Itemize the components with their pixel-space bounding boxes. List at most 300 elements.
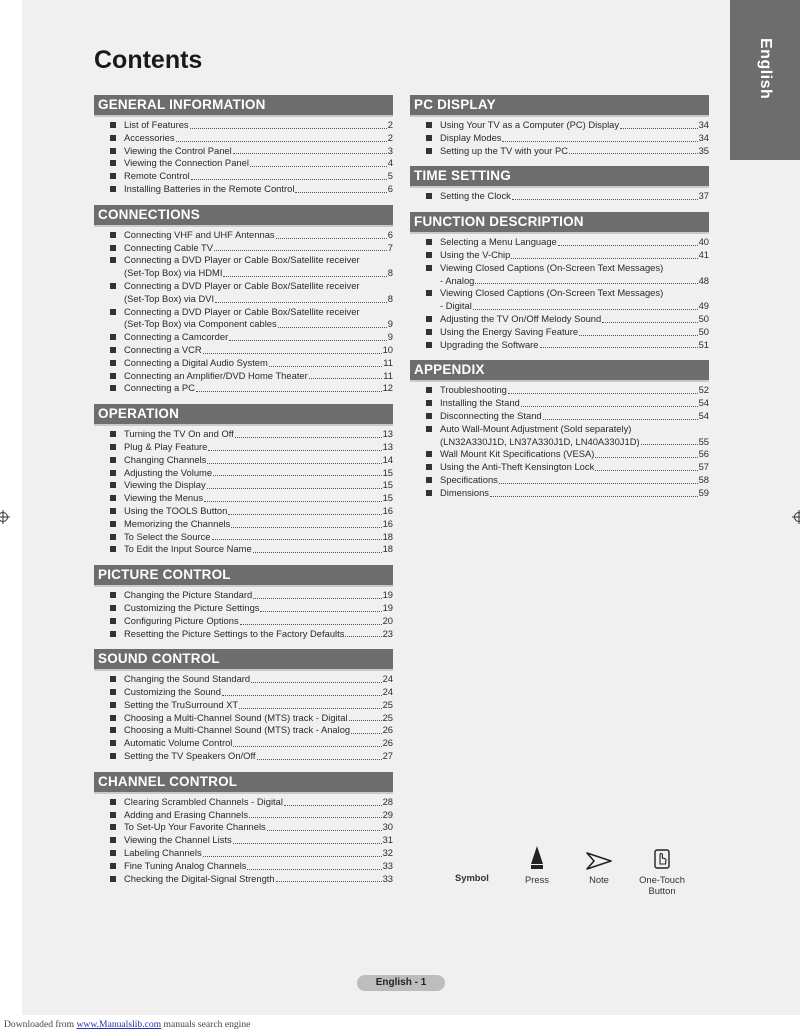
toc-section <box>94 565 393 640</box>
toc-entry-line <box>440 436 709 449</box>
toc-entry-page-number: 15 <box>382 492 393 504</box>
download-note-suffix: manuals search engine <box>163 1019 251 1030</box>
toc-entry[interactable] <box>410 119 709 132</box>
section-header: FUNCTION DESCRIPTION <box>410 212 709 234</box>
toc-entry-body <box>124 454 393 467</box>
toc-entry-label: Labeling Channels <box>124 847 202 859</box>
toc-entry[interactable] <box>410 423 709 449</box>
toc-entry-body <box>440 287 709 313</box>
toc-entry-line <box>124 699 393 712</box>
toc-entry-body <box>124 518 393 531</box>
toc-list <box>94 229 393 395</box>
toc-entry[interactable] <box>94 306 393 332</box>
symbol-one-touch <box>635 846 689 896</box>
toc-entry-line <box>124 454 393 467</box>
toc-entry-line <box>124 293 393 306</box>
toc-entry-page-number: 4 <box>387 157 393 169</box>
toc-entry-body <box>124 724 393 737</box>
toc-entry-label: Troubleshooting <box>440 384 507 396</box>
toc-entry-page-number: 25 <box>382 711 393 723</box>
square-bullet-icon <box>426 451 432 457</box>
dot-leader <box>214 249 387 251</box>
toc-entry[interactable] <box>94 170 393 183</box>
toc-right-column <box>410 95 709 509</box>
toc-entry[interactable] <box>410 384 709 397</box>
toc-entry-line <box>124 505 393 518</box>
dot-leader <box>204 500 382 502</box>
toc-entry-body <box>124 467 393 480</box>
toc-entry-body <box>124 589 393 602</box>
square-bullet-icon <box>110 876 116 882</box>
toc-entry-body <box>440 249 709 262</box>
toc-entry-page-number: 12 <box>382 382 393 394</box>
toc-entry-label: Viewing the Channel Lists <box>124 834 232 846</box>
toc-entry[interactable] <box>94 834 393 847</box>
toc-entry[interactable] <box>94 492 393 505</box>
dot-leader <box>260 610 381 612</box>
toc-entry-label: Setting the Clock <box>440 190 511 202</box>
registration-mark-icon <box>792 510 800 524</box>
toc-entry-page-number: 28 <box>382 795 393 807</box>
toc-entry-page-number: 16 <box>382 504 393 516</box>
dot-leader <box>540 346 698 348</box>
toc-entry-label: (Set-Top Box) via HDMI <box>124 267 223 279</box>
toc-entry[interactable] <box>410 287 709 313</box>
square-bullet-icon <box>110 546 116 552</box>
toc-entry-page-number: 2 <box>387 131 393 143</box>
dot-leader <box>249 816 382 818</box>
dot-leader <box>212 538 382 540</box>
toc-entry[interactable] <box>94 615 393 628</box>
toc-entry[interactable] <box>94 699 393 712</box>
toc-entry[interactable] <box>94 686 393 699</box>
square-bullet-icon <box>110 347 116 353</box>
toc-entry-label: Using the TOOLS Button <box>124 504 228 516</box>
toc-entry-label: Configuring Picture Options <box>124 614 239 626</box>
toc-entry[interactable] <box>410 487 709 500</box>
toc-entry-page-number: 31 <box>382 834 393 846</box>
toc-entry-page-number: 13 <box>382 440 393 452</box>
toc-entry-line <box>440 397 709 410</box>
toc-entry-line <box>440 487 709 500</box>
toc-entry-body <box>124 280 393 306</box>
toc-entry[interactable] <box>94 809 393 822</box>
toc-entry-line <box>124 370 393 383</box>
toc-entry-page-number: 11 <box>383 369 393 381</box>
note-icon <box>586 850 612 870</box>
dot-leader <box>620 127 697 129</box>
toc-entry-body <box>124 370 393 383</box>
toc-entry-body <box>124 157 393 170</box>
toc-entry[interactable] <box>410 410 709 423</box>
square-bullet-icon <box>426 464 432 470</box>
square-bullet-icon <box>110 715 116 721</box>
toc-entry-line <box>124 628 393 641</box>
toc-entry-page-number: 25 <box>382 698 393 710</box>
toc-entry-line <box>440 461 709 474</box>
toc-entry-line <box>124 428 393 441</box>
toc-list <box>94 673 393 763</box>
square-bullet-icon <box>110 618 116 624</box>
dot-leader <box>511 257 697 259</box>
square-bullet-icon <box>110 753 116 759</box>
toc-entry[interactable] <box>94 531 393 544</box>
symbol-note <box>581 846 617 885</box>
toc-entry[interactable] <box>410 190 709 203</box>
toc-entry-page-number: 18 <box>382 543 393 555</box>
toc-entry-line <box>124 873 393 886</box>
square-bullet-icon <box>110 689 116 695</box>
toc-entry-label: - Analog <box>440 274 475 286</box>
section-header: PICTURE CONTROL <box>94 565 393 587</box>
toc-entry[interactable] <box>94 428 393 441</box>
toc-entry-line <box>124 847 393 860</box>
toc-entry-page-number: 30 <box>382 821 393 833</box>
toc-entry-page-number: 23 <box>382 627 393 639</box>
toc-entry[interactable] <box>94 119 393 132</box>
toc-entry-first-line: Viewing Closed Captions (On-Screen Text Messages) <box>440 261 664 273</box>
toc-entry-line <box>440 326 709 339</box>
toc-entry-label: Using the V-Chip <box>440 248 511 260</box>
toc-entry[interactable] <box>94 673 393 686</box>
toc-entry-page-number: 33 <box>382 859 393 871</box>
toc-entry-label: Fine Tuning Analog Channels <box>124 859 247 871</box>
dot-leader <box>351 732 381 734</box>
toc-entry[interactable] <box>94 382 393 395</box>
toc-entry[interactable] <box>94 847 393 860</box>
toc-entry-page-number: 18 <box>382 530 393 542</box>
toc-entry[interactable] <box>94 796 393 809</box>
toc-entry-label: Remote Control <box>124 170 190 182</box>
toc-entry-line <box>124 357 393 370</box>
toc-entry-body <box>124 809 393 822</box>
toc-entry-line <box>440 474 709 487</box>
toc-entry-line <box>124 518 393 531</box>
toc-entry[interactable] <box>94 821 393 834</box>
symbol-legend <box>455 846 715 896</box>
square-bullet-icon <box>110 245 116 251</box>
dot-leader <box>222 694 382 696</box>
symbol-press <box>517 846 557 885</box>
toc-entry[interactable] <box>94 344 393 357</box>
toc-entry[interactable] <box>94 467 393 480</box>
dot-leader <box>176 140 387 142</box>
toc-entry-label: Connecting Cable TV <box>124 241 213 253</box>
toc-entry[interactable] <box>410 339 709 352</box>
toc-entry-body <box>124 428 393 441</box>
toc-entry-label: Changing Channels <box>124 453 207 465</box>
toc-entry-label: Viewing the Control Panel <box>124 144 232 156</box>
toc-entry-label: Disconnecting the Stand <box>440 409 542 421</box>
toc-entry[interactable] <box>94 157 393 170</box>
page-number-footer: English - 1 <box>357 975 445 991</box>
press-icon <box>530 846 544 870</box>
dot-leader <box>499 482 698 484</box>
toc-section <box>94 772 393 886</box>
square-bullet-icon <box>426 400 432 406</box>
section-header: GENERAL INFORMATION <box>94 95 393 117</box>
square-bullet-icon <box>426 490 432 496</box>
toc-entry[interactable] <box>94 145 393 158</box>
toc-entry[interactable] <box>94 254 393 280</box>
toc-entry[interactable] <box>94 712 393 725</box>
toc-entry-line <box>124 267 393 280</box>
toc-entry[interactable] <box>94 331 393 344</box>
square-bullet-icon <box>110 824 116 830</box>
toc-entry-line <box>440 384 709 397</box>
toc-entry[interactable] <box>410 262 709 288</box>
toc-entry-page-number: 29 <box>382 808 393 820</box>
square-bullet-icon <box>110 727 116 733</box>
dot-leader <box>250 165 387 167</box>
toc-entry-page-number: 35 <box>698 144 709 156</box>
toc-entry-line <box>440 249 709 262</box>
toc-entry[interactable] <box>94 628 393 641</box>
section-header: PC DISPLAY <box>410 95 709 117</box>
toc-entry-line <box>124 531 393 544</box>
toc-entry-page-number: 58 <box>698 473 709 485</box>
toc-entry[interactable] <box>94 505 393 518</box>
toc-entry-label: Connecting VHF and UHF Antennas <box>124 228 275 240</box>
toc-entry-label: Connecting an Amplifier/DVD Home Theater <box>124 369 308 381</box>
toc-entry-body <box>124 873 393 886</box>
toc-entry[interactable] <box>94 132 393 145</box>
toc-entry-label: Memorizing the Channels <box>124 517 231 529</box>
toc-entry[interactable] <box>94 370 393 383</box>
toc-entry-label: Display Modes <box>440 131 502 143</box>
toc-entry-label: To Edit the Input Source Name <box>124 543 252 555</box>
toc-section <box>410 360 709 499</box>
toc-entry-label: Changing the Sound Standard <box>124 673 251 685</box>
toc-entry[interactable] <box>94 518 393 531</box>
toc-entry[interactable] <box>94 873 393 886</box>
toc-entry[interactable] <box>94 589 393 602</box>
toc-entry-body <box>124 492 393 505</box>
dot-leader <box>512 198 698 200</box>
toc-entry-line <box>124 589 393 602</box>
dot-leader <box>233 745 381 747</box>
toc-entry-line <box>124 382 393 395</box>
section-header: CONNECTIONS <box>94 205 393 227</box>
toc-entry-line <box>440 448 709 461</box>
toc-entry-body <box>440 119 709 132</box>
toc-entry-body <box>124 737 393 750</box>
toc-entry[interactable] <box>410 474 709 487</box>
toc-list <box>94 119 393 196</box>
dot-leader <box>502 140 697 142</box>
toc-section <box>94 649 393 763</box>
square-bullet-icon <box>110 850 116 856</box>
square-bullet-icon <box>426 239 432 245</box>
toc-entry[interactable] <box>410 397 709 410</box>
toc-entry-page-number: 9 <box>387 318 393 330</box>
toc-entry-body <box>440 313 709 326</box>
toc-entry[interactable] <box>94 543 393 556</box>
square-bullet-icon <box>110 457 116 463</box>
one-touch-button-icon <box>654 849 670 869</box>
toc-entry-body <box>124 183 393 196</box>
toc-entry[interactable] <box>410 249 709 262</box>
toc-entry-page-number: 32 <box>382 847 393 859</box>
toc-entry-line <box>124 242 393 255</box>
toc-entry[interactable] <box>94 183 393 196</box>
toc-entry-line <box>124 344 393 357</box>
square-bullet-icon <box>110 283 116 289</box>
toc-entry-line <box>440 300 709 313</box>
toc-entry[interactable] <box>410 448 709 461</box>
toc-entry-line <box>124 860 393 873</box>
square-bullet-icon <box>426 387 432 393</box>
toc-entry-label: Adding and Erasing Channels <box>124 808 249 820</box>
square-bullet-icon <box>110 444 116 450</box>
dot-leader <box>595 469 697 471</box>
toc-entry[interactable] <box>94 750 393 763</box>
toc-entry-line <box>124 750 393 763</box>
dot-leader <box>579 334 697 336</box>
toc-entry[interactable] <box>94 454 393 467</box>
toc-entry[interactable] <box>94 479 393 492</box>
toc-entry[interactable] <box>94 357 393 370</box>
toc-entry[interactable] <box>410 236 709 249</box>
toc-entry-label: Using Your TV as a Computer (PC) Display <box>440 119 620 130</box>
toc-entry-body <box>440 262 709 288</box>
toc-entry-line <box>124 809 393 822</box>
toc-entry-body <box>440 145 709 158</box>
dot-leader <box>295 191 386 193</box>
square-bullet-icon <box>426 426 432 432</box>
toc-entry-body <box>124 834 393 847</box>
toc-entry-page-number: 19 <box>382 601 393 613</box>
toc-entry-line <box>124 834 393 847</box>
dot-leader <box>203 855 382 857</box>
dot-leader <box>490 495 698 497</box>
toc-entry[interactable] <box>94 724 393 737</box>
toc-entry[interactable] <box>94 602 393 615</box>
toc-entry-body <box>124 860 393 873</box>
toc-entry-label: Adjusting the Volume <box>124 466 213 478</box>
toc-entry-label: Viewing the Menus <box>124 492 204 504</box>
square-bullet-icon <box>110 837 116 843</box>
toc-list <box>410 190 709 203</box>
toc-entry[interactable] <box>94 860 393 873</box>
toc-entry[interactable] <box>410 326 709 339</box>
square-bullet-icon <box>426 122 432 128</box>
toc-entry-page-number: 54 <box>698 409 709 421</box>
toc-entry-first-line: Connecting a DVD Player or Cable Box/Satellite receiver <box>124 254 360 266</box>
toc-entry[interactable] <box>94 441 393 454</box>
toc-entry-body <box>124 602 393 615</box>
toc-entry[interactable] <box>94 737 393 750</box>
toc-entry-label: (LN32A330J1D, LN37A330J1D, LN40A330J1D) <box>440 435 640 447</box>
toc-entry-label: Resetting the Picture Settings to the Factory Defaults <box>124 627 345 639</box>
toc-entry-line <box>124 479 393 492</box>
dot-leader <box>569 152 698 154</box>
toc-entry-line <box>124 796 393 809</box>
toc-entry-label: Connecting a Camcorder <box>124 331 229 343</box>
square-bullet-icon <box>110 508 116 514</box>
toc-entry-line <box>124 712 393 725</box>
toc-list <box>410 384 709 499</box>
toc-entry-label: Using the Energy Saving Feature <box>440 325 579 337</box>
dot-leader <box>284 804 382 806</box>
toc-entry-page-number: 40 <box>698 236 709 248</box>
toc-entry-line <box>440 119 709 132</box>
symbol-legend-title: Symbol <box>455 872 489 883</box>
square-bullet-icon <box>426 413 432 419</box>
toc-entry-body <box>124 821 393 834</box>
toc-entry-page-number: 54 <box>698 397 709 409</box>
square-bullet-icon <box>426 477 432 483</box>
toc-entry-page-number: 57 <box>698 461 709 473</box>
toc-section <box>94 404 393 556</box>
dot-leader <box>229 339 387 341</box>
toc-entry-body <box>440 410 709 423</box>
toc-entry-page-number: 34 <box>698 119 709 130</box>
manualslib-link[interactable]: www.Manualslib.com <box>76 1019 162 1030</box>
toc-entry-page-number: 26 <box>382 724 393 736</box>
dot-leader <box>228 513 381 515</box>
toc-entry-line <box>440 132 709 145</box>
toc-entry-label: Dimensions <box>440 486 489 498</box>
toc-entry-first-line: Auto Wall-Mount Adjustment (Sold separately) <box>440 422 632 434</box>
toc-entry-page-number: 15 <box>382 479 393 491</box>
square-bullet-icon <box>110 799 116 805</box>
toc-entry[interactable] <box>410 132 709 145</box>
toc-entry-line <box>124 183 393 196</box>
dot-leader <box>475 282 697 284</box>
toc-entry-body <box>440 448 709 461</box>
toc-entry-body <box>440 384 709 397</box>
section-header: TIME SETTING <box>410 166 709 188</box>
toc-entry[interactable] <box>410 313 709 326</box>
square-bullet-icon <box>426 148 432 154</box>
toc-entry-label: Accessories <box>124 131 175 143</box>
toc-entry-page-number: 20 <box>382 614 393 626</box>
toc-entry-body <box>124 145 393 158</box>
dot-leader <box>215 301 387 303</box>
toc-entry-line <box>124 467 393 480</box>
toc-entry-body <box>124 382 393 395</box>
toc-entry[interactable] <box>410 145 709 158</box>
toc-entry-line <box>124 145 393 158</box>
toc-entry-line <box>440 190 709 203</box>
toc-entry-line <box>124 157 393 170</box>
toc-entry[interactable] <box>94 280 393 306</box>
toc-entry-body <box>124 699 393 712</box>
square-bullet-icon <box>426 342 432 348</box>
toc-entry-page-number: 34 <box>698 131 709 143</box>
toc-entry-body <box>124 344 393 357</box>
toc-entry[interactable] <box>94 229 393 242</box>
toc-entry-label: Clearing Scrambled Channels - Digital <box>124 795 283 807</box>
square-bullet-icon <box>110 173 116 179</box>
toc-entry-label: Automatic Volume Control <box>124 737 233 749</box>
symbol-press-label: Press <box>525 874 549 885</box>
toc-entry[interactable] <box>410 461 709 474</box>
toc-entry-body <box>440 236 709 249</box>
toc-entry-body <box>440 190 709 203</box>
toc-entry-body <box>440 487 709 500</box>
toc-entry-body <box>124 132 393 145</box>
language-tab-label: English <box>757 38 774 100</box>
toc-entry-page-number: 16 <box>382 517 393 529</box>
toc-entry[interactable] <box>94 242 393 255</box>
dot-leader <box>223 275 386 277</box>
dot-leader <box>309 377 382 379</box>
toc-entry-line <box>124 132 393 145</box>
toc-entry-page-number: 6 <box>387 182 393 194</box>
toc-entry-page-number: 7 <box>387 241 393 253</box>
